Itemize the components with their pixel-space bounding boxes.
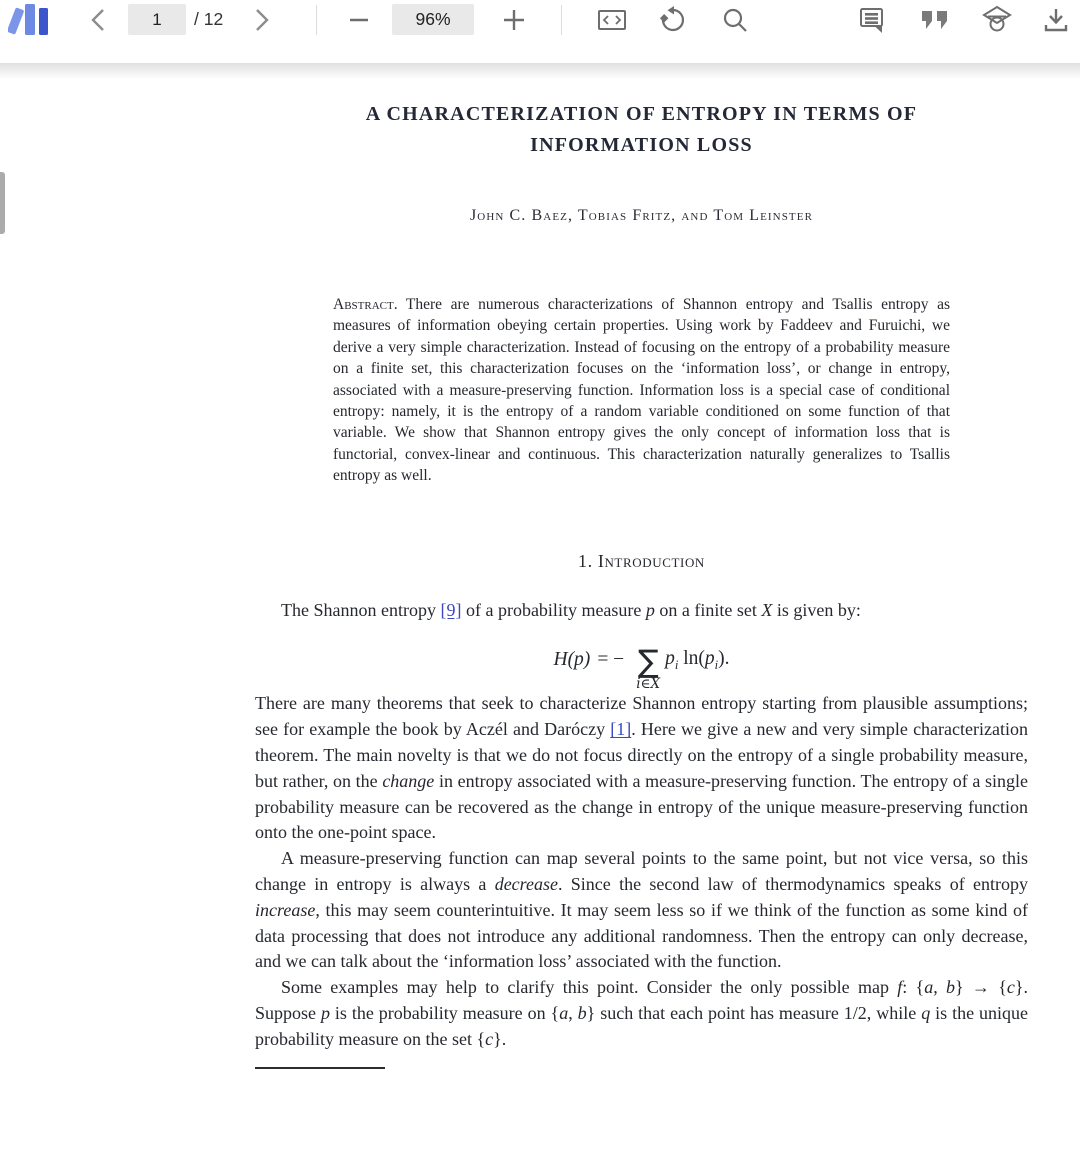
next-page-button[interactable]: [248, 5, 276, 35]
toolbar-divider: [316, 5, 317, 35]
text-segment: }. Suppose: [255, 977, 1029, 1024]
text-segment: a: [559, 1003, 569, 1024]
paper-title-line1: A CHARACTERIZATION OF ENTROPY IN TERMS OF: [365, 103, 918, 125]
text-segment: X: [761, 599, 773, 620]
page-content: [255, 63, 1028, 1069]
text-segment: p: [645, 599, 655, 620]
page-count-label: / 12: [194, 9, 224, 29]
text-segment: ,: [568, 1003, 578, 1024]
zoom-in-button[interactable]: [499, 5, 529, 35]
intro-paragraph: [255, 598, 1028, 624]
zoom-level-button[interactable]: 96%: [392, 4, 474, 35]
text-segment: . Since the second law of thermodynamics speaks of entropy: [558, 874, 1029, 895]
app-logo-icon[interactable]: [8, 3, 50, 37]
text-segment: A measure-preserving function can map several points to the same point, but not vice versa, so this change in entropy is always a: [255, 848, 1028, 895]
citation-link[interactable]: [9]: [440, 599, 462, 620]
formula-lhs: H(p): [553, 649, 591, 671]
text-segment: : {: [902, 977, 925, 998]
toolbar-divider: [561, 5, 562, 35]
text-segment: ,: [933, 977, 946, 998]
download-icon[interactable]: [1038, 3, 1074, 37]
body-paragraph: [255, 691, 1028, 846]
scroll-indicator-thumb[interactable]: [0, 172, 5, 234]
search-icon[interactable]: [717, 4, 753, 36]
text-segment: change: [382, 770, 435, 791]
text-segment: a: [924, 977, 934, 998]
page-number-input[interactable]: [128, 4, 186, 35]
text-segment: is given by:: [772, 599, 861, 620]
text-segment: q: [921, 1003, 931, 1024]
text-segment: . Here we give a new and very simple characterization theorem. The main novelty is that we do not focus directly on the entropy of a single probability measure, but rather, on the: [255, 719, 1028, 791]
footnote-rule: [255, 1067, 385, 1069]
sum-symbol: ∑ i∈X: [636, 643, 661, 692]
zoom-out-button[interactable]: [344, 5, 374, 35]
comment-icon[interactable]: [854, 3, 890, 37]
formula-rhs: $p_i$ $\ln(p_i)$.: [665, 648, 730, 672]
text-segment: on a finite set: [654, 599, 762, 620]
text-segment: c: [1006, 977, 1015, 998]
text-segment: b: [946, 977, 955, 998]
text-segment: of a probability measure: [461, 599, 646, 620]
paper-title-line2: INFORMATION LOSS: [530, 134, 753, 156]
formula-equals: = −: [597, 649, 625, 671]
text-segment: p: [320, 1003, 330, 1024]
shannon-entropy-equation: [255, 629, 1028, 691]
text-segment: }.: [493, 1028, 507, 1049]
body-paragraph: [255, 846, 1028, 975]
text-segment: } → {: [955, 977, 1007, 998]
fit-width-icon[interactable]: [594, 4, 630, 36]
text-segment: in entropy associated with a measure-preserving function. The entropy of a single probability measure can be recovered as the change in entropy of the unique measure-preserving function onto the one-point space.: [255, 770, 1028, 843]
text-segment: c: [485, 1028, 494, 1049]
text-segment: There are numerous characterizations of Shannon entropy and Tsallis entropy as measures of information obeying certain properties. Using work by Faddeev and Furuichi, we derive a very simple characterization. Instead of focusing on the entropy of a probability measure on a finite set, this characterization focuses on the ‘information loss’, or change in entropy, associated with a measure-preserving function. Information loss is a special case of conditional entropy: namely, it is the entropy of a random variable conditioned on some function of that variable. We show that Shannon entropy gives the only concept of information loss that is functorial, convex-linear and continuous. This characterization naturally generalizes to Tsallis entropy as well.: [333, 296, 950, 485]
text-segment: There are many theorems that seek to characterize Shannon entropy starting from plausible assumptions; see for example the book by Aczél and Daróczy: [255, 693, 1028, 740]
pdf-page: [0, 63, 1080, 1161]
paper-authors: John C. Baez, Tobias Fritz, and Tom Leinster: [469, 207, 814, 224]
text-segment: The Shannon entropy: [281, 599, 441, 620]
citation-quotes-icon[interactable]: [916, 3, 954, 37]
toolbar: [0, 0, 1080, 63]
text-segment: is the unique probability measure on the set {: [255, 1003, 1028, 1049]
text-segment: increase: [255, 899, 316, 920]
refresh-icon[interactable]: [655, 3, 691, 37]
text-segment: } such that each point has measure 1/2, while: [586, 1003, 922, 1024]
section-heading: 1. Introduction: [578, 550, 705, 571]
paper-title: [255, 99, 1028, 161]
text-segment: f: [897, 977, 903, 998]
text-segment: is the probability measure on {: [329, 1003, 560, 1024]
text-segment: Some examples may help to clarify this point. Consider the only possible map: [281, 977, 898, 998]
text-segment: Abstract.: [333, 296, 398, 313]
body-paragraph: [255, 975, 1028, 1052]
text-segment: decrease: [494, 874, 558, 895]
graduation-cap-icon[interactable]: [978, 2, 1016, 38]
text-segment: b: [577, 1003, 587, 1024]
text-segment: , this may seem counterintuitive. It may seem less so if we think of the function as some kind of data processing that does not introduce any additional randomness. Then the entropy can only decrease, and we can talk about the ‘information loss’ associated with the function.: [255, 899, 1028, 972]
toolbar-shadow: [0, 63, 1080, 79]
previous-page-button[interactable]: [84, 5, 112, 35]
paper-abstract: [333, 294, 950, 487]
page-number-field: [128, 4, 186, 35]
citation-link[interactable]: [1]: [610, 719, 632, 740]
